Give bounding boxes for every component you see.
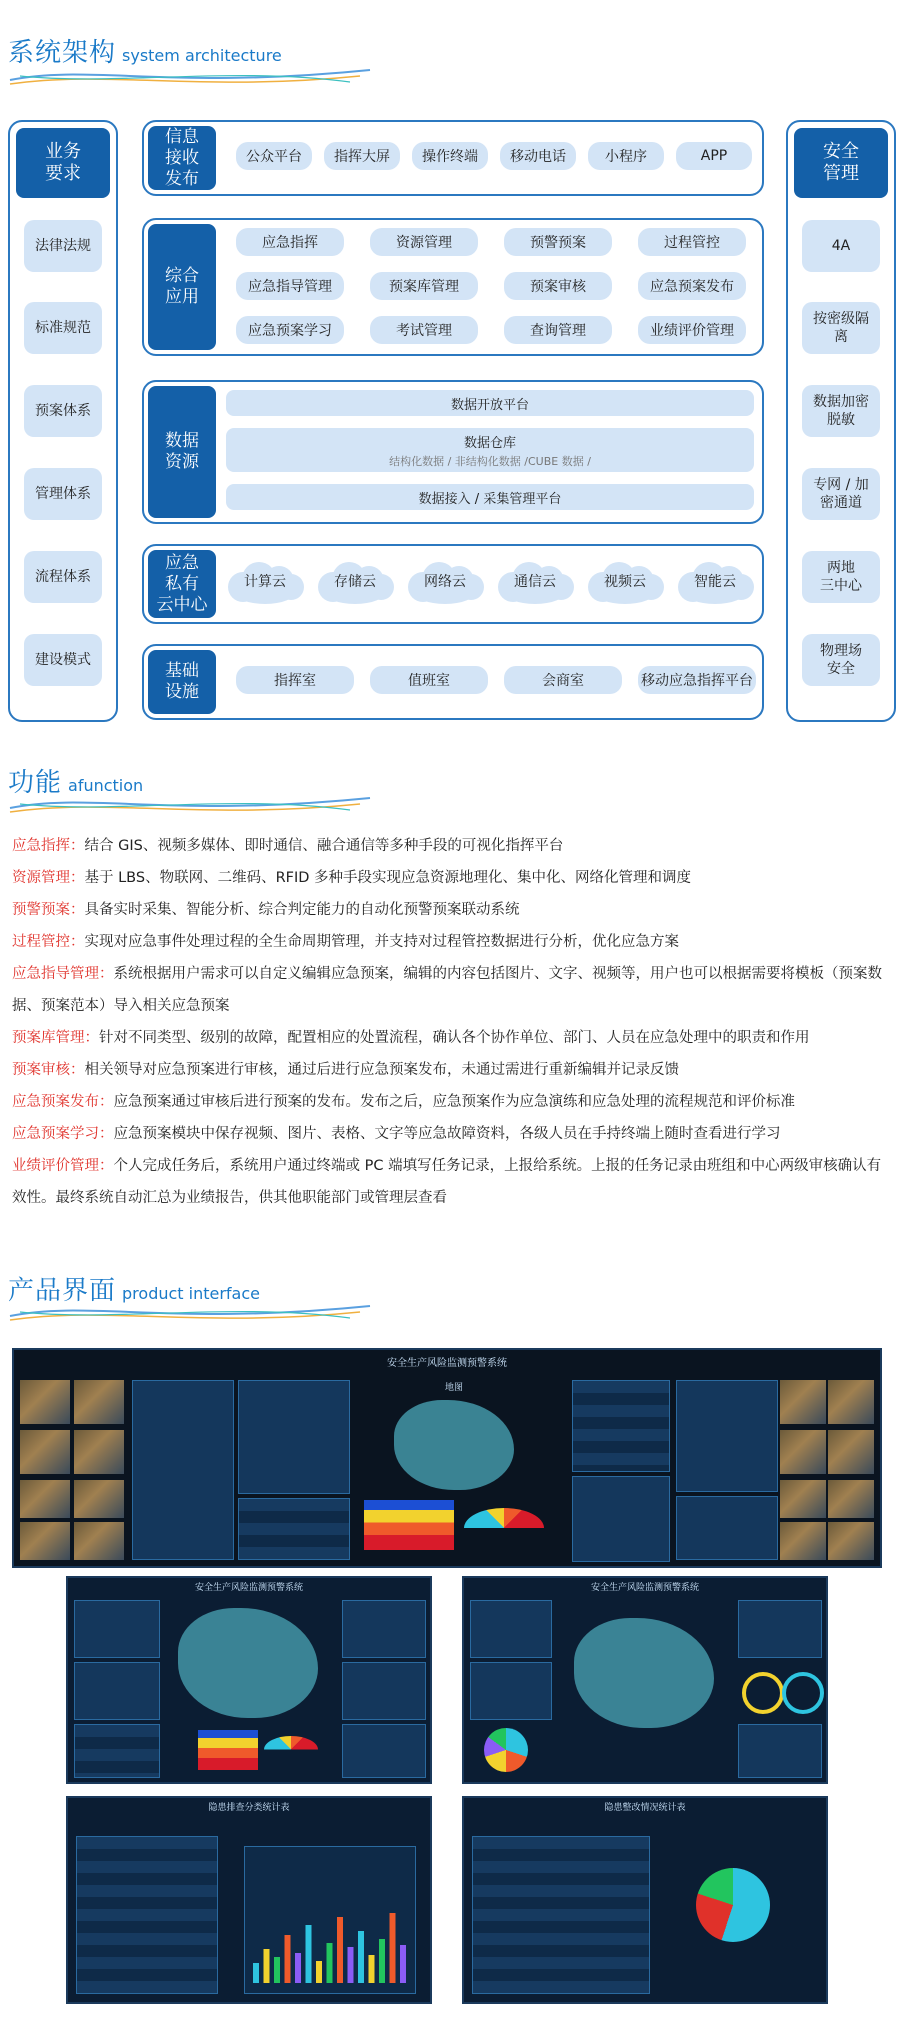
chart-bar <box>327 1943 333 1983</box>
chip: 预案审核 <box>504 272 612 300</box>
function-item <box>12 1150 888 1214</box>
data-warehouse: 数据仓库 结构化数据 / 非结构化数据 /CUBE 数据 / <box>226 428 754 472</box>
function-key: 应急指挥： <box>12 838 85 854</box>
security-management-column <box>786 120 896 722</box>
row-infrastructure <box>142 644 764 720</box>
province-map <box>574 1618 714 1728</box>
data-open-platform: 数据开放平台 <box>226 390 754 416</box>
panel-table <box>572 1380 670 1472</box>
stats-table <box>76 1836 218 1994</box>
chip: 指挥大屏 <box>324 142 400 170</box>
function-item <box>12 1054 888 1086</box>
panel-tile <box>738 1724 822 1778</box>
function-key: 业绩评价管理： <box>12 1158 114 1174</box>
camera-thumbnail <box>20 1430 70 1474</box>
chip: 预警预案 <box>504 228 612 256</box>
chip: 应急预案学习 <box>236 316 344 344</box>
data-warehouse-sub: 结构化数据 / 非结构化数据 /CUBE 数据 / <box>389 454 591 468</box>
function-desc: 结合 GIS、视频多媒体、即时通信、融合通信等多种手段的可视化指挥平台 <box>84 838 564 854</box>
gauge <box>464 1508 544 1548</box>
chip: 应急指导管理 <box>236 272 344 300</box>
row-head: 基础 设施 <box>148 650 216 714</box>
camera-thumbnail <box>74 1480 124 1518</box>
gauge <box>264 1736 318 1763</box>
function-item <box>12 1086 888 1118</box>
function-desc: 具备实时采集、智能分析、综合判定能力的自动化预警预案联动系统 <box>84 902 520 918</box>
chip: 公众平台 <box>236 142 312 170</box>
chart-bar <box>285 1935 291 1983</box>
camera-thumbnail <box>828 1522 874 1560</box>
chart-bar <box>295 1953 301 1983</box>
function-key: 预案审核： <box>12 1062 85 1078</box>
screenshot-hazard-classification <box>66 1796 432 2004</box>
pie-chart <box>484 1728 528 1772</box>
function-key: 资源管理： <box>12 870 85 886</box>
camera-thumbnail <box>20 1522 70 1560</box>
chip: APP <box>676 142 752 170</box>
panel-tile <box>238 1380 350 1494</box>
function-key: 应急预案发布： <box>12 1094 114 1110</box>
chart-bar <box>358 1931 364 1983</box>
cloud-label: 智能云 <box>694 574 736 590</box>
right-item: 4A <box>802 220 880 272</box>
chip: 值班室 <box>370 666 488 694</box>
map-label: 地图 <box>444 1383 463 1393</box>
right-item: 两地 三中心 <box>802 551 880 603</box>
section-title-en: afunction <box>68 776 144 795</box>
chip: 会商室 <box>504 666 622 694</box>
panel-tile <box>738 1600 822 1658</box>
chip: 应急指挥 <box>236 228 344 256</box>
function-key: 预警预案： <box>12 902 85 918</box>
chart-bar <box>264 1949 270 1983</box>
screenshot-dashboard-china <box>66 1576 432 1784</box>
row-info-publish <box>142 120 764 196</box>
screenshot-title: 安全生产风险监测预警系统 <box>194 1583 303 1593</box>
heat-bar <box>198 1730 258 1770</box>
chart-bar <box>316 1961 322 1983</box>
screenshot-title: 安全生产风险监测预警系统 <box>387 1358 507 1369</box>
camera-thumbnail <box>74 1430 124 1474</box>
camera-thumbnail <box>828 1380 874 1424</box>
camera-thumbnail <box>828 1430 874 1474</box>
chart-bar <box>348 1947 354 1983</box>
function-key: 应急预案学习： <box>12 1126 114 1142</box>
screenshot-dashboard-province <box>462 1576 828 1784</box>
camera-thumbnail <box>20 1480 70 1518</box>
right-column-head: 安全 管理 <box>794 128 888 198</box>
function-desc: 基于 LBS、物联网、二维码、RFID 多种手段实现应急资源地理化、集中化、网络化管理和调度 <box>84 870 692 886</box>
cloud-item <box>674 558 756 604</box>
left-item: 法律法规 <box>24 220 102 272</box>
cloud-label: 网络云 <box>424 574 466 590</box>
row-data-resources <box>142 380 764 524</box>
chart-bar <box>253 1963 259 1983</box>
camera-thumbnail <box>20 1380 70 1424</box>
bar-chart-panel <box>244 1846 416 1994</box>
screenshot-title: 隐患排查分类统计表 <box>208 1803 290 1813</box>
chip: 移动电话 <box>500 142 576 170</box>
function-item <box>12 1118 888 1150</box>
panel-tile <box>470 1662 552 1720</box>
ring-gauge <box>742 1672 784 1714</box>
row-head: 应急 私有 云中心 <box>148 550 216 618</box>
chart-bar <box>379 1939 385 1983</box>
screenshot-title: 安全生产风险监测预警系统 <box>590 1583 699 1593</box>
cloud-item <box>494 558 576 604</box>
chart-bar <box>306 1925 312 1983</box>
chip: 操作终端 <box>412 142 488 170</box>
screenshot-main-dashboard <box>12 1348 882 1568</box>
screenshot-title: 隐患整改情况统计表 <box>604 1803 686 1813</box>
function-desc: 应急预案通过审核后进行预案的发布。发布之后，应急预案作为应急演练和应急处理的流程规范和评价标准 <box>113 1094 795 1110</box>
function-key: 应急指导管理： <box>12 966 114 982</box>
camera-thumbnail <box>74 1522 124 1560</box>
decorative-swoosh <box>0 1298 380 1328</box>
bar-chart <box>245 1847 415 1993</box>
camera-thumbnail <box>828 1480 874 1518</box>
left-item: 标准规范 <box>24 302 102 354</box>
right-item: 专网 / 加 密通道 <box>802 468 880 520</box>
chip: 资源管理 <box>370 228 478 256</box>
cloud-label: 计算云 <box>244 574 286 590</box>
heat-bar <box>364 1500 454 1550</box>
camera-thumbnail <box>74 1380 124 1424</box>
business-requirements-column <box>8 120 118 722</box>
panel-tile <box>676 1496 778 1560</box>
function-desc: 系统根据用户需求可以自定义编辑应急预案，编辑的内容包括图片、文字、视频等，用户也可以根据需要将模板（预案数据、预案范本）导入相关应急预案 <box>12 966 882 1014</box>
chip: 应急预案发布 <box>638 272 746 300</box>
cloud-label: 通信云 <box>514 574 556 590</box>
row-head: 数据 资源 <box>148 386 216 518</box>
left-column-head: 业务 要求 <box>16 128 110 198</box>
row-comprehensive-app <box>142 218 764 356</box>
left-item: 预案体系 <box>24 385 102 437</box>
chart-bar <box>369 1955 375 1983</box>
function-item <box>12 1022 888 1054</box>
panel-table <box>238 1498 350 1560</box>
function-desc: 实现对应急事件处理过程的全生命周期管理，并支持对过程管控数据进行分析，优化应急方案 <box>84 934 679 950</box>
panel-tile <box>676 1380 778 1492</box>
cloud-item <box>224 558 306 604</box>
panel-tile <box>342 1662 426 1720</box>
chip: 指挥室 <box>236 666 354 694</box>
china-map <box>178 1608 318 1718</box>
chip: 移动应急指挥平台 <box>638 666 756 694</box>
cloud-label: 存储云 <box>334 574 376 590</box>
function-key: 过程管控： <box>12 934 85 950</box>
china-map <box>394 1400 514 1490</box>
chart-bar <box>400 1945 406 1983</box>
chip: 查询管理 <box>504 316 612 344</box>
chip: 考试管理 <box>370 316 478 344</box>
pie-chart <box>696 1868 770 1942</box>
camera-thumbnail <box>780 1480 826 1518</box>
chip: 业绩评价管理 <box>638 316 746 344</box>
row-head: 信息 接收 发布 <box>148 126 216 190</box>
chip: 小程序 <box>588 142 664 170</box>
chart-bar <box>390 1913 396 1983</box>
panel-tile <box>74 1600 160 1658</box>
function-desc: 针对不同类型、级别的故障，配置相应的处置流程，确认各个协作单位、部门、人员在应急处理中的职责和作用 <box>99 1030 810 1046</box>
function-item <box>12 926 888 958</box>
cloud-item <box>314 558 396 604</box>
function-item <box>12 894 888 926</box>
ring-gauge <box>782 1672 824 1714</box>
screenshot-rectification-stats <box>462 1796 828 2004</box>
cloud-item <box>404 558 486 604</box>
section-title-cn: 功能 <box>8 768 63 798</box>
function-item <box>12 862 888 894</box>
chart-bar <box>274 1957 280 1983</box>
panel-tile <box>132 1380 234 1560</box>
right-item: 按密级隔 离 <box>802 302 880 354</box>
chart-bar <box>337 1917 343 1983</box>
function-desc: 应急预案模块中保存视频、图片、表格、文字等应急故障资料，各级人员在手持终端上随时查看进行学习 <box>113 1126 781 1142</box>
function-key: 预案库管理： <box>12 1030 99 1046</box>
cloud-label: 视频云 <box>604 574 646 590</box>
section-title-en: product interface <box>122 1284 260 1303</box>
stats-table <box>472 1836 650 1994</box>
right-item: 物理场 安全 <box>802 634 880 686</box>
panel-tile <box>470 1600 552 1658</box>
row-head: 综合 应用 <box>148 224 216 350</box>
function-desc: 相关领导对应急预案进行审核，通过后进行应急预案发布，未通过需进行重新编辑并记录反馈 <box>84 1062 679 1078</box>
decorative-swoosh <box>0 790 380 820</box>
left-item: 流程体系 <box>24 551 102 603</box>
camera-thumbnail <box>780 1430 826 1474</box>
panel-tile <box>342 1724 426 1778</box>
chip: 过程管控 <box>638 228 746 256</box>
camera-thumbnail <box>780 1522 826 1560</box>
left-item: 建设模式 <box>24 634 102 686</box>
panel-tile <box>74 1662 160 1720</box>
camera-thumbnail <box>780 1380 826 1424</box>
right-item: 数据加密 脱敏 <box>802 385 880 437</box>
function-item <box>12 958 888 1022</box>
data-ingest-platform: 数据接入 / 采集管理平台 <box>226 484 754 510</box>
section-title-cn: 系统架构 <box>8 38 117 68</box>
decorative-swoosh <box>0 62 380 92</box>
function-desc: 个人完成任务后，系统用户通过终端或 PC 端填写任务记录，上报给系统。上报的任务记录由班组和中心两级审核确认有效性。最终系统自动汇总为业绩报告，供其他职能部门或管理层查看 <box>12 1158 882 1206</box>
section-title-en: system architecture <box>122 46 282 65</box>
panel-tile <box>342 1600 426 1658</box>
section-title-cn: 产品界面 <box>8 1276 117 1306</box>
panel-tile <box>572 1476 670 1562</box>
panel-table <box>74 1724 160 1778</box>
chip: 预案库管理 <box>370 272 478 300</box>
cloud-item <box>584 558 666 604</box>
left-item: 管理体系 <box>24 468 102 520</box>
function-item <box>12 830 888 862</box>
